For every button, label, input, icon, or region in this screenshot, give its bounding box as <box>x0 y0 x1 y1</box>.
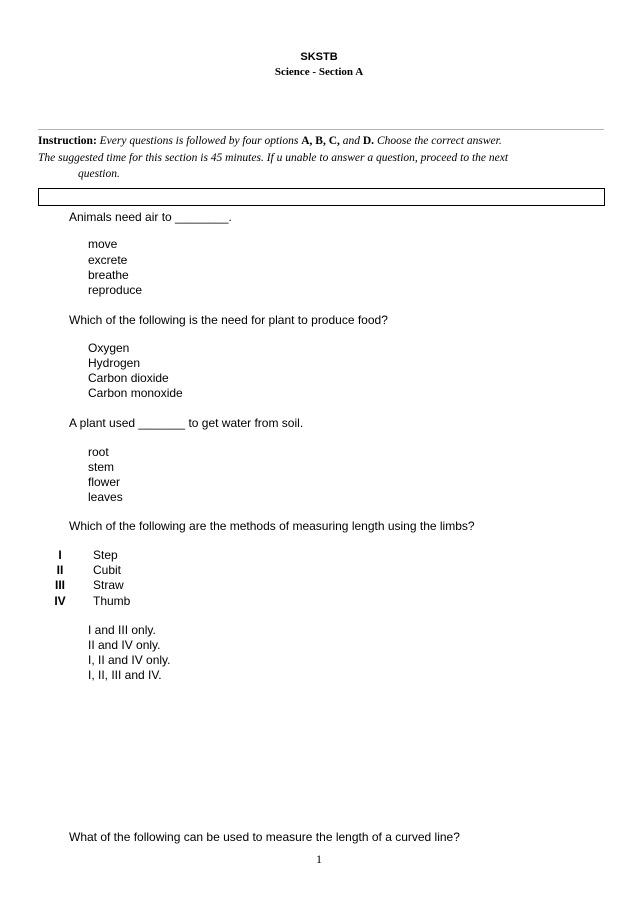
q1-option-a: move <box>88 237 118 251</box>
q2-option-d: Carbon monoxide <box>88 386 183 400</box>
q4-option-c: I, II and IV only. <box>88 653 171 667</box>
question-1: Animals need air to ________. <box>69 210 232 224</box>
q2-option-b: Hydrogen <box>88 356 141 370</box>
statement-numeral-4: IV <box>54 594 66 608</box>
empty-box <box>38 188 605 206</box>
q3-option-a: root <box>88 445 109 459</box>
statement-numeral-1: I <box>58 548 62 562</box>
q4-option-d: I, II, III and IV. <box>88 668 162 682</box>
statement-text-2: Cubit <box>93 563 122 577</box>
statement-text-1: Step <box>93 548 118 562</box>
instruction-and-word: and <box>342 135 360 147</box>
page-number: 1 <box>316 852 322 866</box>
divider-line <box>38 129 604 130</box>
question-4: Which of the following are the methods of measuring length using the limbs? <box>69 519 475 533</box>
instruction-text-a: Every questions is followed by four options <box>99 135 299 147</box>
instruction-line-3: question. <box>78 168 120 180</box>
instruction-letter-d: D. <box>362 135 375 147</box>
q3-option-d: leaves <box>88 490 123 504</box>
statement-numeral-3: III <box>54 578 65 592</box>
q1-option-b: excrete <box>88 253 128 267</box>
statement-text-3: Straw <box>93 578 124 592</box>
question-3: A plant used _______ to get water from soil. <box>69 416 304 430</box>
q3-option-c: flower <box>88 475 121 489</box>
q2-option-a: Oxygen <box>88 341 130 355</box>
q2-option-c: Carbon dioxide <box>88 371 169 385</box>
instruction-label: Instruction: <box>38 135 97 147</box>
instruction-line-2: The suggested time for this section is 45 minutes. If u unable to answer a question, proceed to the next <box>38 151 509 164</box>
document-title: SKSTB <box>300 51 338 63</box>
question-5: What of the following can be used to measure the length of a curved line? <box>69 830 460 844</box>
q1-option-c: breathe <box>88 268 129 282</box>
instruction-options-letters: A, B, C, <box>301 135 340 147</box>
question-2: Which of the following is the need for plant to produce food? <box>69 313 388 327</box>
statement-text-4: Thumb <box>93 594 131 608</box>
q1-option-d: reproduce <box>88 283 143 297</box>
statement-numeral-2: II <box>56 563 64 577</box>
q4-option-b: II and IV only. <box>88 638 161 652</box>
document-subtitle: Science - Section A <box>274 66 364 78</box>
q4-option-a: I and III only. <box>88 623 156 637</box>
instruction-text-b: Choose the correct answer. <box>376 135 502 147</box>
instruction-block <box>38 133 604 183</box>
q3-option-b: stem <box>88 460 115 474</box>
